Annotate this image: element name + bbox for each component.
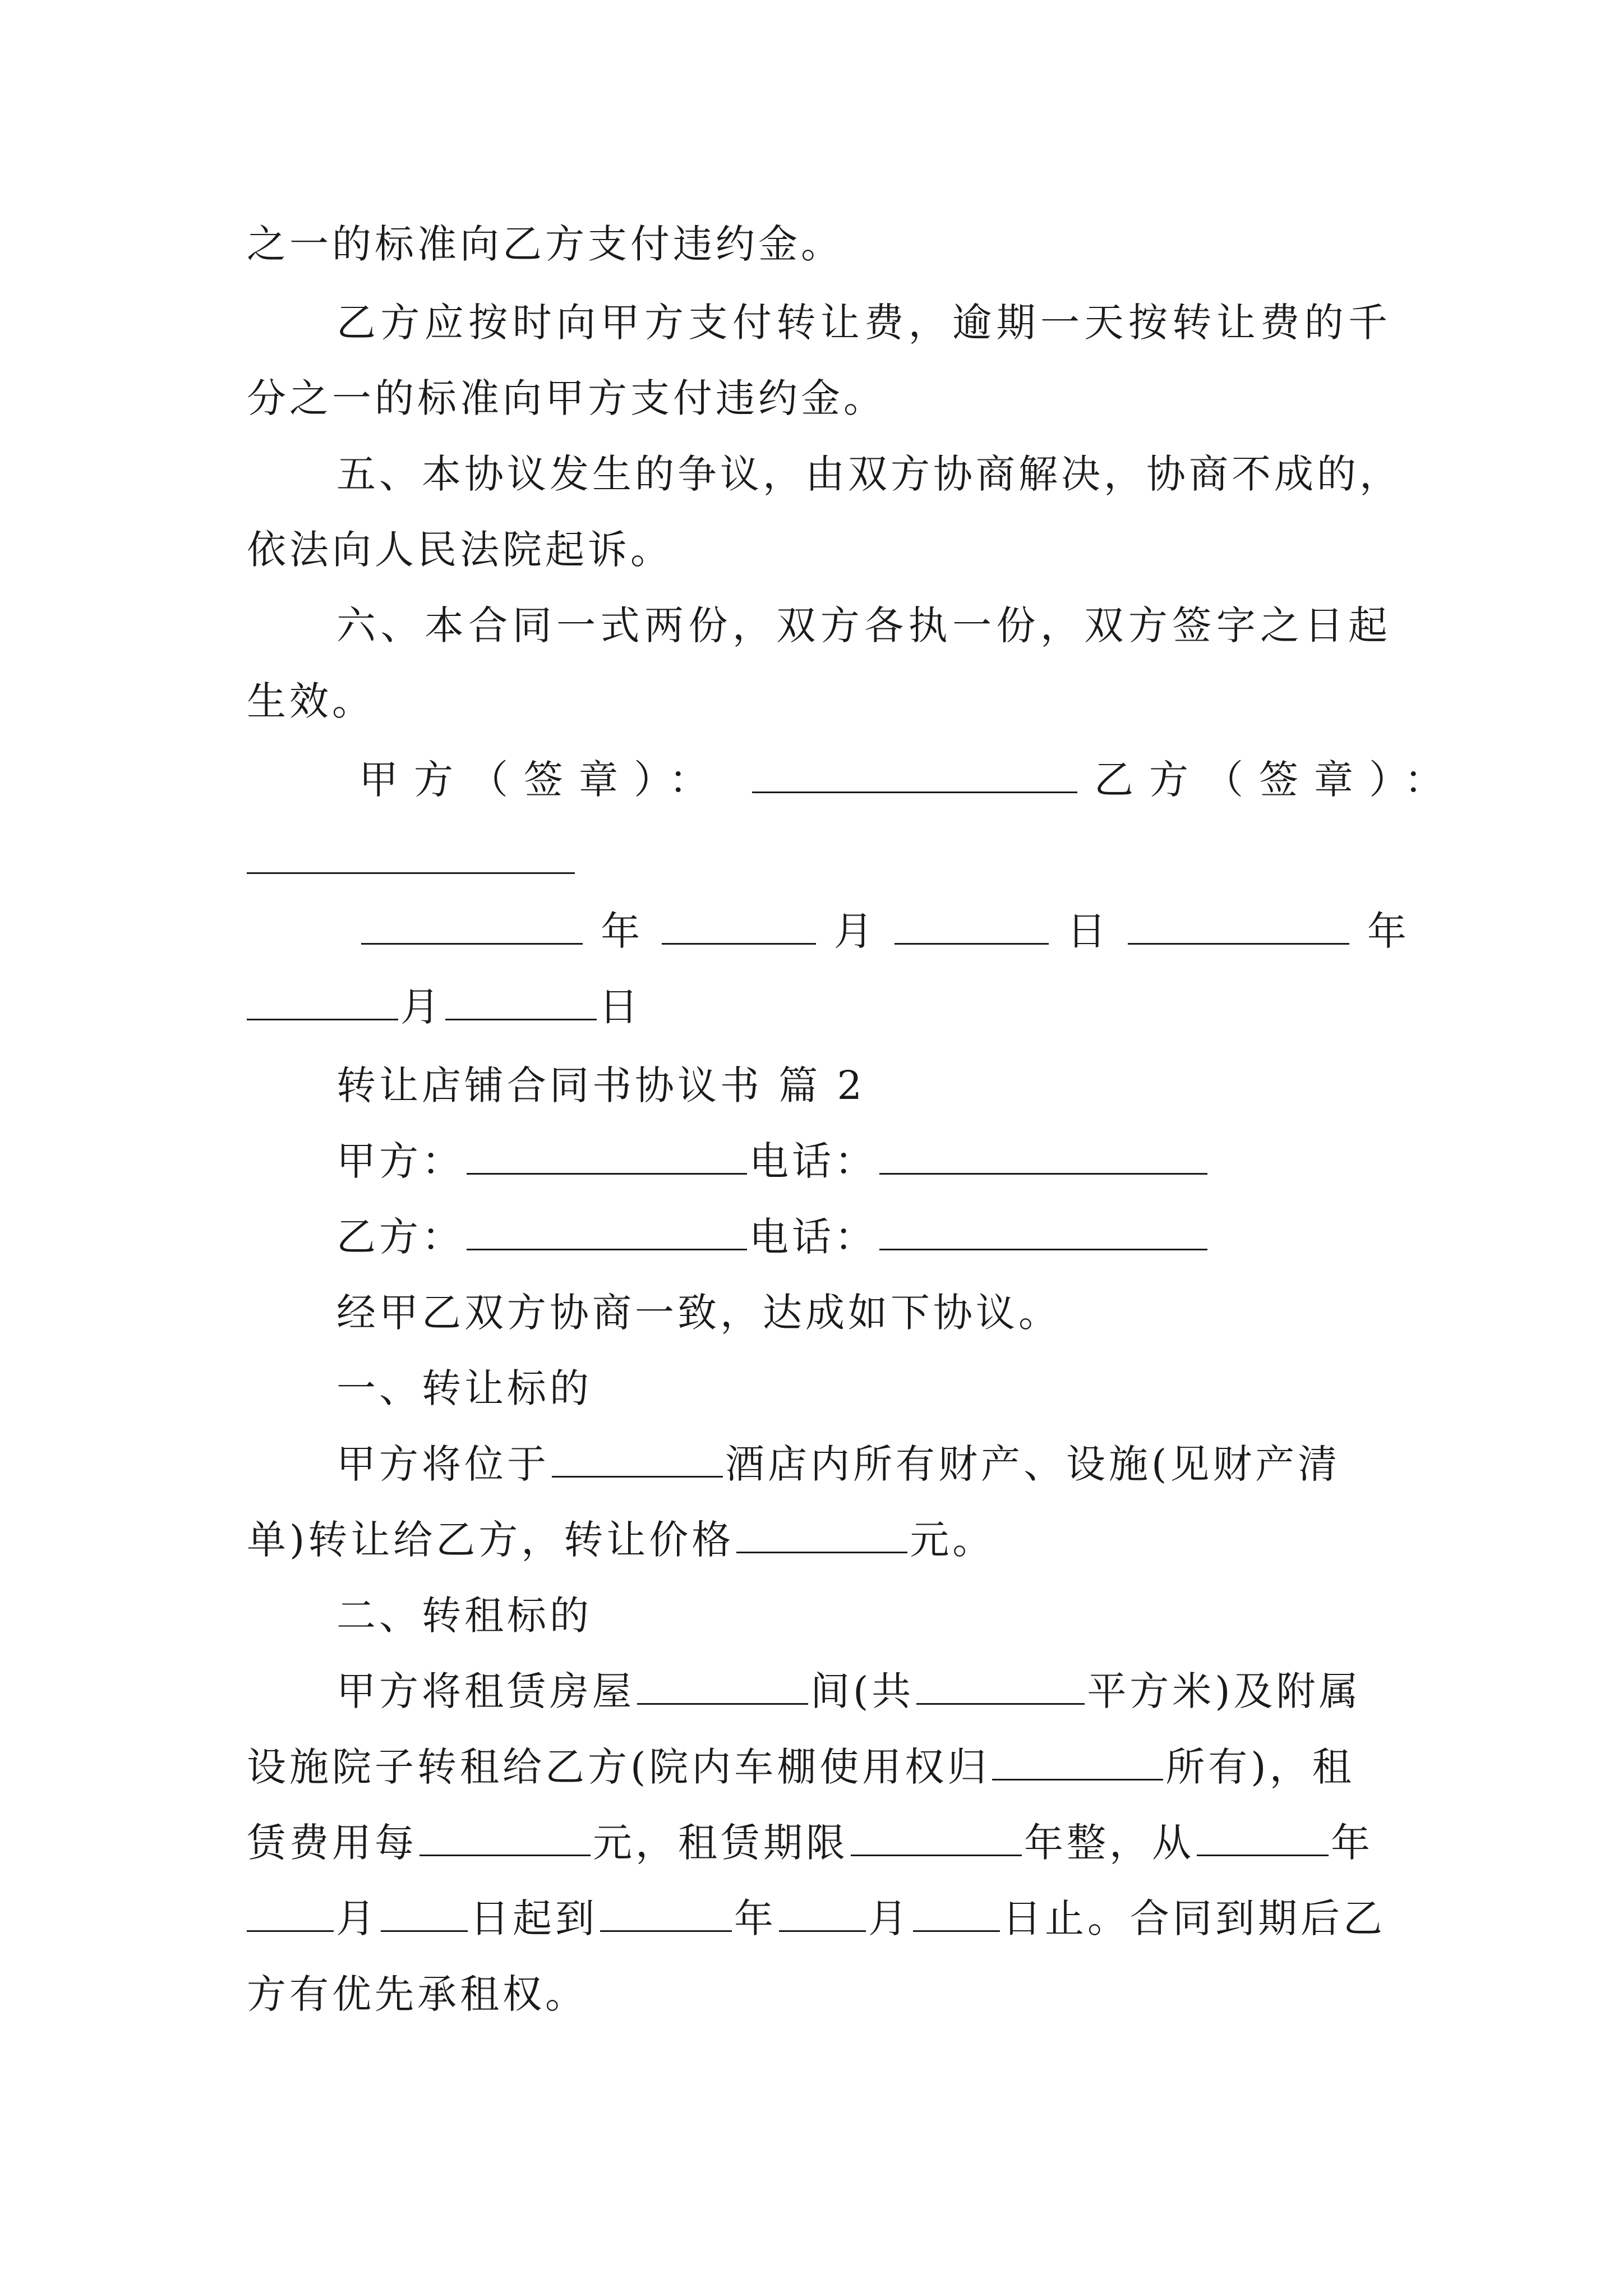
- year-label: 年: [1367, 908, 1410, 954]
- text-fragment: 甲方将位于: [336, 1441, 550, 1487]
- month-label: 月: [400, 984, 443, 1030]
- party-b-phone-blank[interactable]: [879, 1212, 1207, 1251]
- text-fragment: 甲方将租赁房屋: [336, 1668, 635, 1714]
- party-a-blank[interactable]: [467, 1136, 747, 1175]
- text-fragment: 年: [1331, 1820, 1373, 1866]
- day-label: 日: [599, 984, 642, 1030]
- text-line: 方有优先承租权。: [247, 1971, 588, 2017]
- item2-line: [336, 1663, 1391, 1719]
- month-label: 月: [833, 908, 877, 954]
- item2-title: 二、转租标的: [336, 1593, 592, 1639]
- date-row: [359, 903, 1410, 959]
- year-label: 年: [601, 908, 644, 954]
- text-fragment: 间(共: [810, 1668, 915, 1714]
- year-blank[interactable]: [361, 906, 583, 945]
- text-line: 六、本合同一式两份，双方各执一份，双方签字之日起: [336, 602, 1391, 648]
- item1-line: [247, 1512, 1391, 1568]
- text-fragment: 月: [868, 1895, 911, 1941]
- party-b-row: [336, 1209, 1391, 1265]
- text-fragment: 所有)，租: [1165, 1744, 1355, 1790]
- end-day-blank[interactable]: [913, 1893, 1000, 1932]
- text-fragment: 单)转让给乙方，转让价格: [247, 1517, 735, 1563]
- party-a-signature-label: 甲方（签章）：: [359, 757, 724, 803]
- item2-line: [247, 1739, 1391, 1795]
- party-b-signature-blank[interactable]: [247, 872, 575, 874]
- text-line: 五、本协议发生的争议，由双方协商解决，协商不成的，: [336, 451, 1402, 497]
- party-b-label: 乙方：: [336, 1214, 464, 1260]
- term-blank[interactable]: [851, 1818, 1022, 1857]
- party-b-signature-label: 乙方（签章）：: [1094, 757, 1459, 803]
- end-month-blank[interactable]: [779, 1893, 866, 1932]
- party-a-label: 甲方：: [336, 1138, 464, 1184]
- text-fragment: 赁费用每: [247, 1820, 417, 1866]
- text-fragment: 日起到: [470, 1895, 598, 1941]
- text-fragment: 年整，从: [1024, 1820, 1195, 1866]
- item2-line: [247, 1815, 1391, 1871]
- owner-blank[interactable]: [992, 1742, 1163, 1781]
- end-year-blank[interactable]: [600, 1893, 732, 1932]
- text-fragment: 年: [734, 1895, 777, 1941]
- text-line: 分之一的标准向甲方支付违约金。: [247, 375, 886, 421]
- text-fragment: 月: [336, 1895, 379, 1941]
- phone-label: 电话：: [749, 1138, 877, 1184]
- day-blank[interactable]: [445, 982, 597, 1021]
- price-blank[interactable]: [736, 1515, 907, 1554]
- text-fragment: 元。: [910, 1517, 995, 1563]
- party-a-phone-blank[interactable]: [879, 1136, 1207, 1175]
- phone-label: 电话：: [749, 1214, 877, 1260]
- party-a-signature-blank[interactable]: [752, 754, 1077, 794]
- start-day-blank[interactable]: [381, 1893, 468, 1932]
- area-blank[interactable]: [916, 1666, 1085, 1705]
- section-title: 转让店铺合同书协议书 篇 2: [336, 1062, 866, 1108]
- party-a-row: [336, 1133, 1391, 1189]
- day-blank[interactable]: [895, 906, 1049, 945]
- month-blank[interactable]: [247, 982, 398, 1021]
- text-line: 乙方应按时向甲方支付转让费，逾期一天按转让费的千: [336, 300, 1391, 346]
- item2-line: [247, 1890, 1391, 1947]
- day-label: 日: [1067, 908, 1110, 954]
- month-blank[interactable]: [662, 906, 816, 945]
- text-line: 生效。: [247, 678, 375, 724]
- signature-row: [359, 752, 1459, 808]
- rooms-blank[interactable]: [637, 1666, 808, 1705]
- date-row-continued: [247, 979, 1391, 1035]
- text-fragment: 酒店内所有财产、设施(见财产清: [725, 1441, 1341, 1487]
- text-fragment: 设施院子转租给乙方(院内车棚使用权归: [247, 1744, 990, 1790]
- item1-line: [336, 1436, 1391, 1492]
- intro-line: 经甲乙双方协商一致，达成如下协议。: [336, 1290, 1061, 1336]
- text-line: 依法向人民法院起诉。: [247, 527, 673, 573]
- year-blank[interactable]: [1128, 906, 1349, 945]
- text-fragment: 平方米)及附属: [1087, 1668, 1362, 1714]
- text-fragment: 元，租赁期限: [593, 1820, 849, 1866]
- rent-blank[interactable]: [419, 1818, 591, 1857]
- party-b-blank[interactable]: [467, 1212, 747, 1251]
- text-line: 之一的标准向乙方支付违约金。: [247, 221, 843, 267]
- location-blank[interactable]: [552, 1439, 723, 1478]
- start-year-blank[interactable]: [1197, 1818, 1329, 1857]
- item1-title: 一、转让标的: [336, 1365, 592, 1411]
- start-month-blank[interactable]: [247, 1893, 334, 1932]
- text-fragment: 日止。合同到期后乙: [1002, 1895, 1386, 1941]
